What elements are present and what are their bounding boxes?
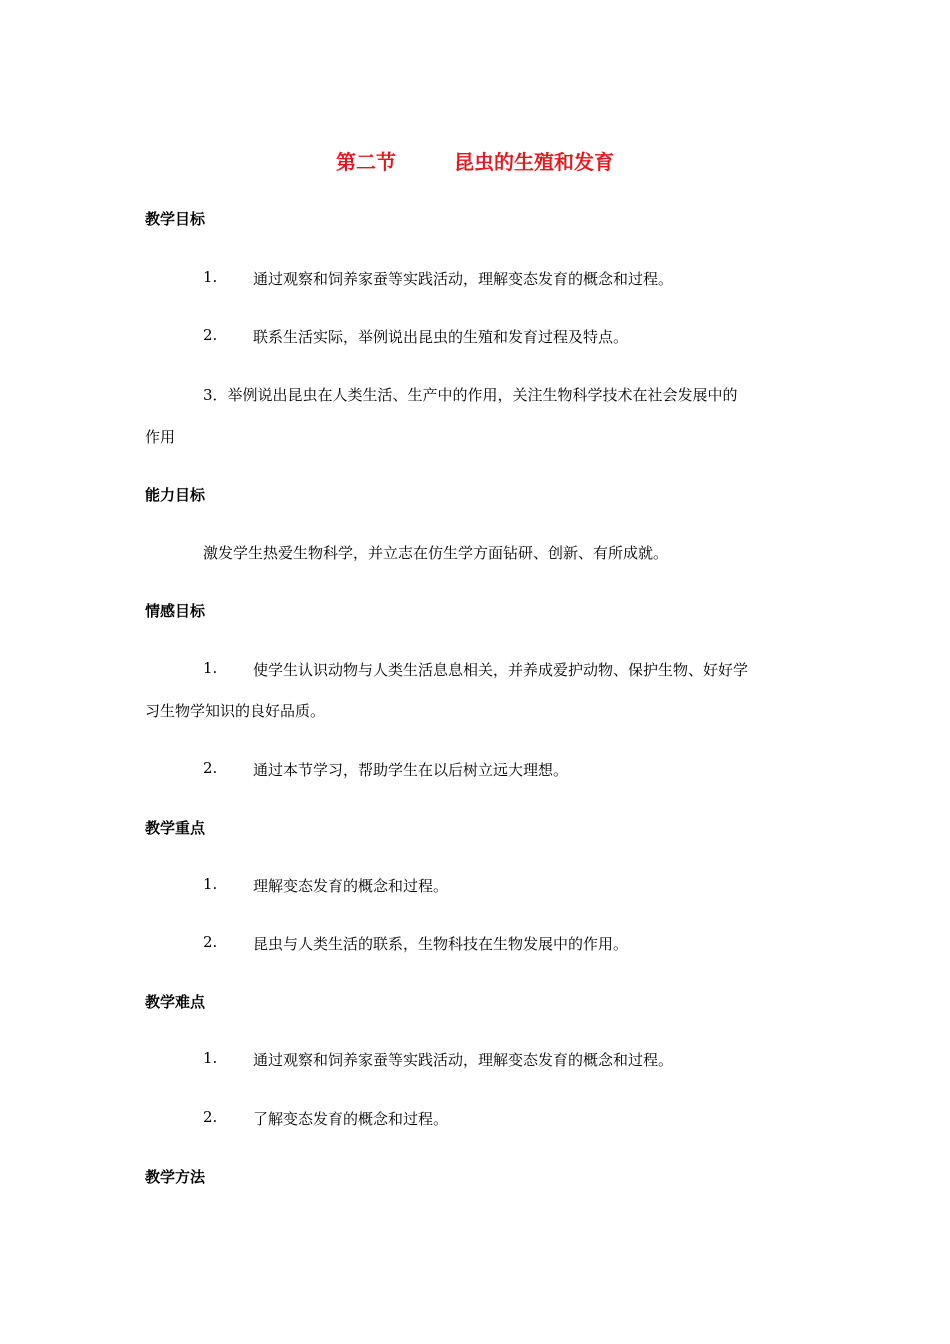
teaching-goal-3-line-2: 作用 [145,428,176,446]
teaching-goal-3-line-1: 3．举例说出昆虫在人类生活、生产中的作用，关注生物科学技术在社会发展中的 [203,386,738,404]
heading-ability-goals: 能力目标 [145,486,206,504]
page-title [0,146,950,175]
emotion-goal-2-number: 2. [203,759,218,777]
emotion-goal-1-line-2: 习生物学知识的良好品质。 [145,702,326,720]
teaching-goal-1-text: 通过观察和饲养家蚕等实践活动，理解变态发育的概念和过程。 [253,270,674,288]
key-point-1-number: 1. [203,875,218,893]
heading-difficulties: 教学难点 [145,993,206,1011]
title-section-number: 第二节 [336,150,396,174]
heading-key-points: 教学重点 [145,819,206,837]
teaching-goal-1-number: 1. [203,268,218,286]
difficulty-1-number: 1. [203,1049,218,1067]
emotion-goal-1-line-1: 使学生认识动物与人类生活息息相关，并养成爱护动物、保护生物、好好学 [253,661,749,679]
difficulty-2-text: 了解变态发育的概念和过程。 [253,1110,449,1128]
ability-goal-text: 激发学生热爱生物科学，并立志在仿生学方面钻研、创新、有所成就。 [203,544,669,562]
heading-methods: 教学方法 [145,1168,206,1186]
heading-emotion-goals: 情感目标 [145,602,206,620]
difficulty-1-text: 通过观察和饲养家蚕等实践活动，理解变态发育的概念和过程。 [253,1051,674,1069]
key-point-1-text: 理解变态发育的概念和过程。 [253,877,449,895]
teaching-goal-2-number: 2. [203,326,218,344]
heading-teaching-goals: 教学目标 [145,210,206,228]
teaching-goal-2-text: 联系生活实际，举例说出昆虫的生殖和发育过程及特点。 [253,328,629,346]
title-topic: 昆虫的生殖和发育 [454,150,614,174]
key-point-2-number: 2. [203,933,218,951]
emotion-goal-1-number: 1. [203,659,218,677]
key-point-2-text: 昆虫与人类生活的联系，生物科技在生物发展中的作用。 [253,935,629,953]
difficulty-2-number: 2. [203,1108,218,1126]
emotion-goal-2-text: 通过本节学习，帮助学生在以后树立远大理想。 [253,761,569,779]
